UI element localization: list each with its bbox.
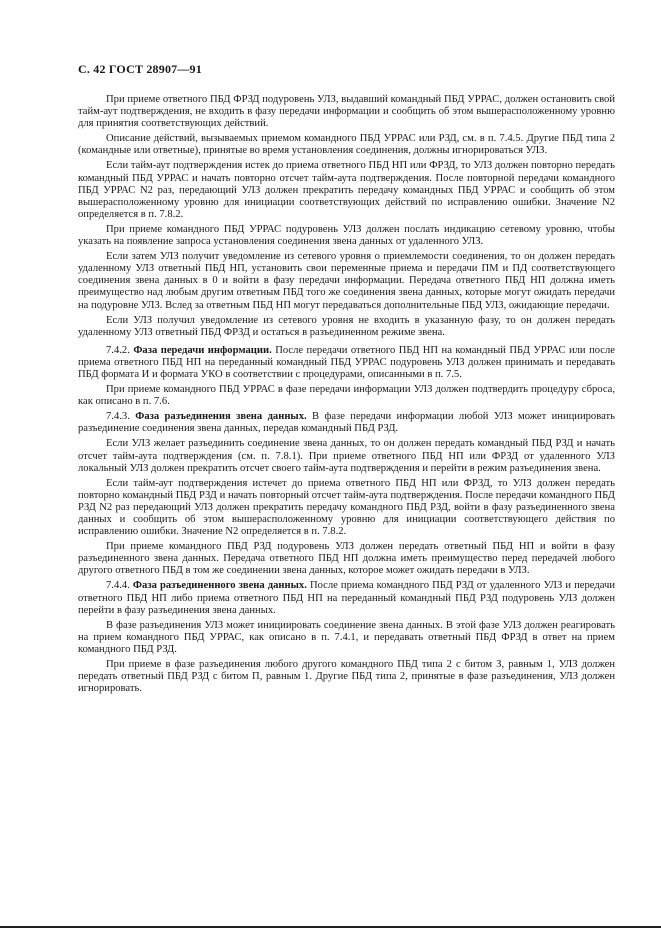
paragraph-15: При приеме в фазе разъединения любого другого командного ПБД типа 2 с битом З, равным 1, УЛЗ должен передать ответный ПБД РЗД с битом П, равным 1. Другие ПБД типа 2, принятые в фазе разъединения, УЛЗ должен игнорировать. — [78, 659, 615, 695]
section-number: 7.4.3. — [106, 411, 130, 423]
paragraph-14: В фазе разъединения УЛЗ может инициировать соединение звена данных. В этой фазе УЛЗ должен реагировать на прием командного ПБД УРРАС, как описано в п. 7.4.1, и передавать ответный ПБД ФРЗД в ответ на прием командного ПБД РЗД. — [78, 619, 615, 655]
section-heading: Фаза разъединенного звена данных. — [132, 580, 307, 592]
section-7-4-4: 7.4.4. Фаза разъединенного звена данных. После приема командного ПБД РЗД от удаленного УЛЗ и передачи ответного ПБД НП либо приема ответного ПБД НП на переданный командный ПБД РЗД подуровень УЛЗ должен перейти в фазу разъединения звена данных. — [78, 580, 615, 616]
paragraph-1: При приеме ответного ПБД ФРЗД подуровень УЛЗ, выдавший командный ПБД УРРАС, должен остановить свой тайм-аут подтверждения, не входить в фазу передачи информации и сообщить об этом вышерасположенному уровню для принятия соответствующих действий. — [78, 94, 615, 130]
paragraph-8: При приеме командного ПБД УРРАС в фазе передачи информации УЛЗ должен подтвердить процедуру сброса, как описано в п. 7.6. — [78, 384, 615, 408]
paragraph-11: Если тайм-аут подтверждения истечет до приема ответного ПБД НП или ФРЗД, то УЛЗ должен передать повторно командный ПБД РЗД и начать повторный отсчет тайм-аута подтверждения. После передачи командного ПБД РЗД N2 раз передающий УЛЗ должен прекратить передачу командного ПБД РЗД, войти в фазу разъединенного звена данных и сообщить об этом вышерасположенному уровню для инициации соответствующего действия по исправлению ошибки. Значение N2 определяется в п. 7.8.2. — [78, 477, 615, 538]
paragraph-12: При приеме командного ПБД РЗД подуровень УЛЗ должен передать ответный ПБД НП и войти в фазу разъединенного звена данных. Передача ответного ПБД НП должна иметь преимущество перед передачей любого другого ответного ПБД в том же соединении звена данных, которое может ожидать передачи в УЛЗ. — [78, 541, 615, 577]
page-bottom-rule — [0, 926, 661, 928]
paragraph-2: Описание действий, вызываемых приемом командного ПБД УРРАС или РЗД, см. в п. 7.4.5. Другие ПБД типа 2 (командные или ответные), принятые во время установления соединения, должны игнорироваться УЛЗ. — [78, 133, 615, 157]
paragraph-4: При приеме командного ПБД УРРАС подуровень УЛЗ должен послать индикацию сетевому уровню, чтобы указать на появление запроса установления соединения звена данных от удаленного УЛЗ. — [78, 223, 615, 248]
section-7-4-3: 7.4.3. Фаза разъединения звена данных. В фазе передачи информации любой УЛЗ может инициировать разъединение соединения звена данных, передав командный ПБД РЗД. — [78, 411, 615, 435]
page-header: С. 42 ГОСТ 28907—91 — [78, 62, 202, 76]
paragraph-5: Если затем УЛЗ получит уведомление из сетевого уровня о приемлемости соединения, то он должен передать удаленному УЛЗ ответный ПБД НП, установить свои переменные приема и передачи ПМ и ПД соответствующего соединения звена данных в 0 и войти в фазу передачи информации. Передача ответного ПБД НП должна иметь преимущество над любым другим ответным ПБД того же соединения звена данных, которые могут ожидать передачи на подуровне УЛЗ. Вслед за ответным ПБД НП могут передаваться дополнительные ПБД УЛЗ, ожидающие передачи. — [78, 251, 615, 311]
paragraph-10: Если УЛЗ желает разъединить соединение звена данных, то он должен передать командный ПБД РЗД и начать отсчет тайм-аута подтверждения (см. п. 7.8.1). При приеме ответного ПБД НП или ФРЗД от удаленного УЛЗ локальный УЛЗ должен прекратить отсчет своего тайм-аута подтверждения и перейти в режим разъединения звена. — [78, 438, 615, 474]
section-heading: Фаза передачи информации. — [133, 344, 272, 356]
section-number: 7.4.2. — [106, 344, 130, 356]
section-number: 7.4.4. — [106, 580, 130, 592]
section-7-4-2: 7.4.2. Фаза передачи информации. После передачи ответного ПБД НП на командный ПБД УРРАС или после приема ответного ПБД НП на переданный командный ПБД УРРАС подуровень УЛЗ должен принимать и передавать ПБД формата И и формата УКО в соответствии с процедурами, описанными в п. 7.5. — [78, 344, 615, 380]
section-heading: Фаза разъединения звена данных. — [135, 411, 307, 423]
paragraph-3: Если тайм-аут подтверждения истек до приема ответного ПБД НП или ФРЗД, то УЛЗ должен повторно передать командный ПБД УРРАС и начать повторно отсчет тайм-аута подтверждения. После повторной передачи командного ПБД УРРАС N2 раз, передающий УЛЗ должен прекратить передачу командных ПБД УРРАС и сообщить об этом вышерасположенному уровню для инициации соответствующих действий по исправлению ошибки. Значение N2 определяется в п. 7.8.2. — [78, 160, 615, 220]
paragraph-6: Если УЛЗ получил уведомление из сетевого уровня не входить в указанную фазу, то он должен передать удаленному УЛЗ ответный ПБД ФРЗД и остаться в разъединенном режиме звена. — [78, 314, 615, 338]
document-body — [78, 94, 615, 698]
